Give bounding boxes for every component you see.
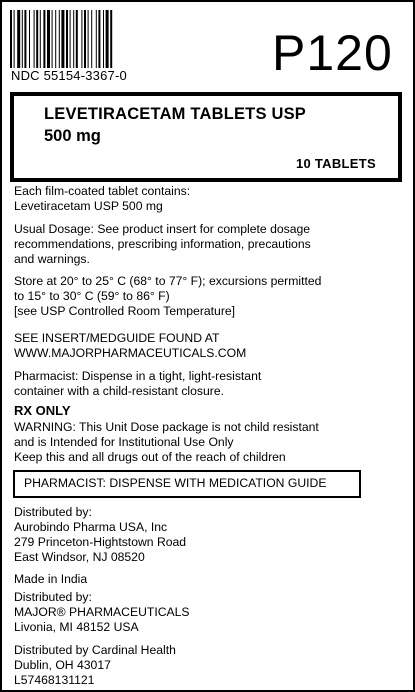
origin-line: Made in India (14, 572, 88, 586)
distributor-line: Distributed by: (14, 590, 92, 604)
warning-line: and is Intended for Institutional Use Only (14, 435, 234, 449)
insert-url: WWW.MAJORPHARMACEUTICALS.COM (14, 346, 247, 360)
distributor-line: East Windsor, NJ 08520 (14, 550, 145, 564)
lot-code: L57468131121 (14, 673, 95, 687)
product-strength: 500 mg (44, 127, 101, 145)
dosage-line: recommendations, prescribing information, precautions (14, 237, 311, 251)
storage-line: to 15° to 30° C (59° to 86° F) (14, 289, 170, 303)
composition-line: Each film-coated tablet contains: (14, 184, 191, 198)
medication-guide-text: PHARMACIST: DISPENSE WITH MEDICATION GUIDE (24, 476, 327, 490)
distributor-line: 279 Princeton-Hightstown Road (14, 535, 187, 549)
pharmacist-line: Pharmacist: Dispense in a tight, light-resistant (14, 369, 262, 383)
product-name: LEVETIRACETAM TABLETS USP (44, 105, 306, 123)
warning-line: Keep this and all drugs out of the reach of children (14, 450, 286, 464)
composition-line: Levetiracetam USP 500 mg (14, 199, 163, 213)
medication-guide-box (13, 470, 361, 498)
dosage-line: Usual Dosage: See product insert for complete dosage (14, 222, 311, 236)
dosage-line: and warnings. (14, 252, 90, 266)
distributor-line: Distributed by Cardinal Health (14, 643, 176, 657)
distributor-line: Distributed by: (14, 505, 92, 519)
storage-line: Store at 20° to 25° C (68° to 77° F); excursions permitted (14, 274, 322, 288)
product-box (10, 92, 402, 182)
rx-only: RX ONLY (14, 403, 71, 418)
barcode (10, 10, 160, 68)
storage-line: [see USP Controlled Room Temperature] (14, 304, 236, 318)
ndc-number: NDC 55154-3367-0 (11, 68, 127, 83)
distributor-line: Aurobindo Pharma USA, Inc (14, 520, 168, 534)
insert-line: SEE INSERT/MEDGUIDE FOUND AT (14, 331, 220, 345)
package-code: P120 (272, 25, 393, 81)
distributor-line: MAJOR® PHARMACEUTICALS (14, 605, 190, 619)
distributor-line: Livonia, MI 48152 USA (14, 620, 139, 634)
distributor-line: Dublin, OH 43017 (14, 658, 111, 672)
pharmacist-line: container with a child-resistant closure. (14, 384, 224, 398)
tablet-count: 10 TABLETS (295, 156, 376, 171)
warning-line: WARNING: This Unit Dose package is not child resistant (14, 420, 319, 434)
